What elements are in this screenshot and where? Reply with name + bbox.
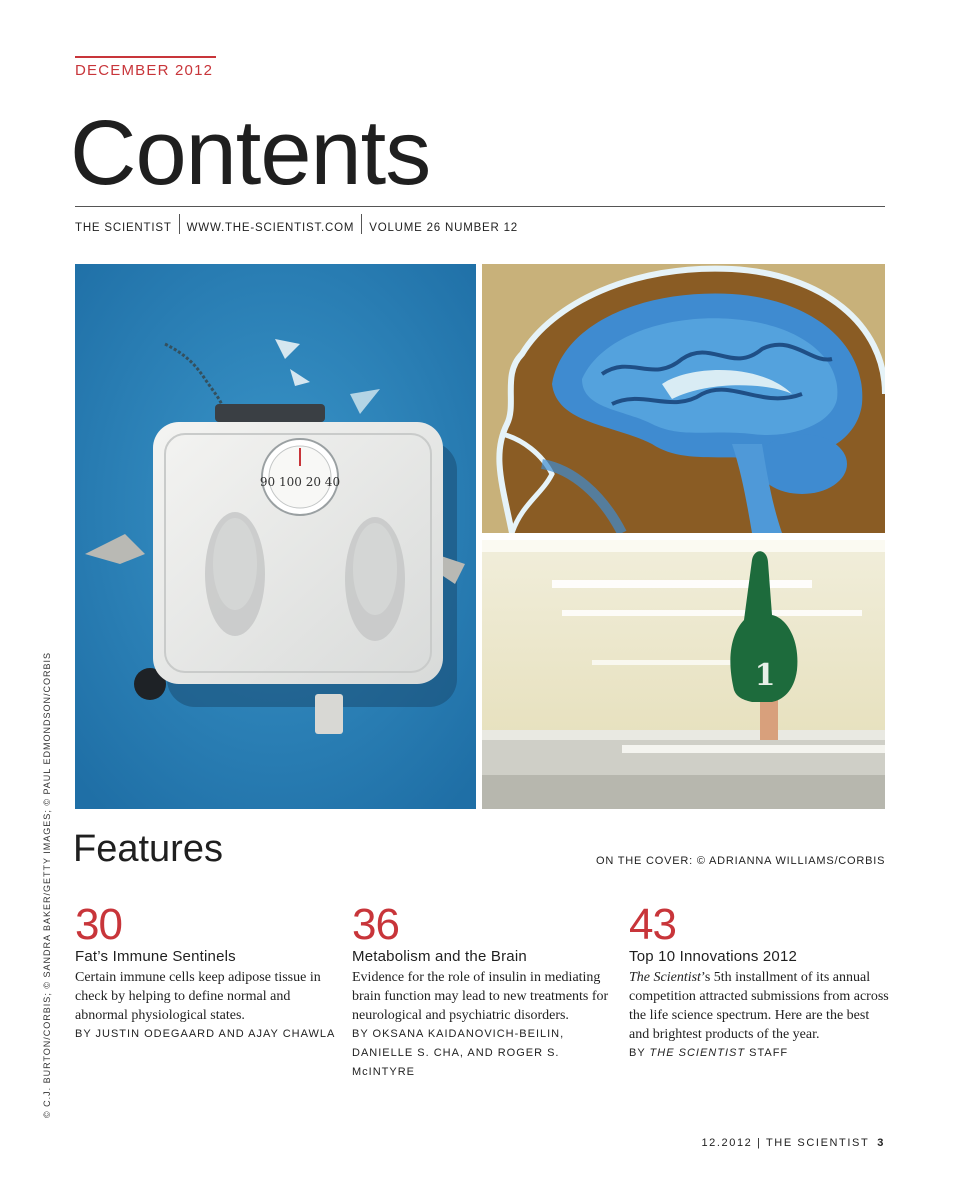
footer-issue: 12.2012 | THE SCIENTIST xyxy=(701,1137,870,1149)
foam-finger-photo xyxy=(482,540,885,809)
feature-description-text: ’s 5th installment of its annual competition attracted submissions from across the life science spectrum. Here are the best and brightest products of the year. xyxy=(629,970,889,1042)
masthead xyxy=(75,208,518,234)
brain-mri-illustration xyxy=(482,264,885,533)
photo-credit: © C.J. BURTON/CORBIS; © SANDRA BAKER/GETTY IMAGES; © PAUL EDMONDSON/CORBIS xyxy=(42,652,52,1118)
byline-suffix: STAFF xyxy=(749,1047,789,1059)
foam-finger-illustration xyxy=(482,540,885,809)
bathroom-scale-illustration xyxy=(75,264,476,809)
feature-title[interactable]: Top 10 Innovations 2012 xyxy=(629,948,798,965)
feature-byline xyxy=(629,1044,891,1063)
feature-description: Certain immune cells keep adipose tissue in check by helping to define normal and abnormal physiological states. xyxy=(75,970,321,1023)
page-number: 3 xyxy=(877,1137,885,1149)
features-heading: Features xyxy=(73,828,223,870)
cover-credit: ON THE COVER: © ADRIANNA WILLIAMS/CORBIS xyxy=(596,855,886,867)
scale-dial-numbers: 90 100 20 40 xyxy=(259,475,341,489)
feature-description: Evidence for the role of insulin in mediating brain function may lead to new treatments for neurological and psychiatric disorders. xyxy=(352,970,609,1023)
byline-prefix: BY xyxy=(629,1047,646,1059)
feature-item[interactable] xyxy=(629,900,891,1063)
feature-byline: BY OKSANA KAIDANOVICH-BEILIN, DANIELLE S. CHA, AND ROGER S. McINTYRE xyxy=(352,1028,565,1078)
title-rule xyxy=(75,206,885,207)
feature-item[interactable] xyxy=(352,900,614,1082)
bathroom-scale-photo xyxy=(75,264,476,809)
issue-date: DECEMBER 2012 xyxy=(75,62,214,79)
feature-item[interactable] xyxy=(75,900,337,1044)
feature-description xyxy=(629,968,891,1044)
masthead-website[interactable]: WWW.THE-SCIENTIST.COM xyxy=(186,222,355,234)
feature-title[interactable]: Fat’s Immune Sentinels xyxy=(75,948,236,965)
masthead-divider xyxy=(179,214,180,234)
svg-text:1: 1 xyxy=(754,658,776,693)
masthead-publication: THE SCIENTIST xyxy=(75,222,172,234)
page-title: Contents xyxy=(70,102,431,204)
feature-title[interactable]: Metabolism and the Brain xyxy=(352,948,527,965)
masthead-volume: VOLUME 26 NUMBER 12 xyxy=(369,222,519,234)
feature-page-number: 43 xyxy=(629,900,676,949)
byline-italic: THE SCIENTIST xyxy=(649,1047,746,1059)
feature-page-number: 36 xyxy=(352,900,399,949)
masthead-divider xyxy=(361,214,362,234)
page-footer xyxy=(701,1137,885,1149)
feature-page-number: 30 xyxy=(75,900,122,949)
feature-description-italic: The Scientist xyxy=(629,970,701,985)
date-rule xyxy=(75,56,216,58)
brain-mri-photo xyxy=(482,264,885,533)
feature-byline: BY JUSTIN ODEGAARD AND AJAY CHAWLA xyxy=(75,1028,336,1040)
